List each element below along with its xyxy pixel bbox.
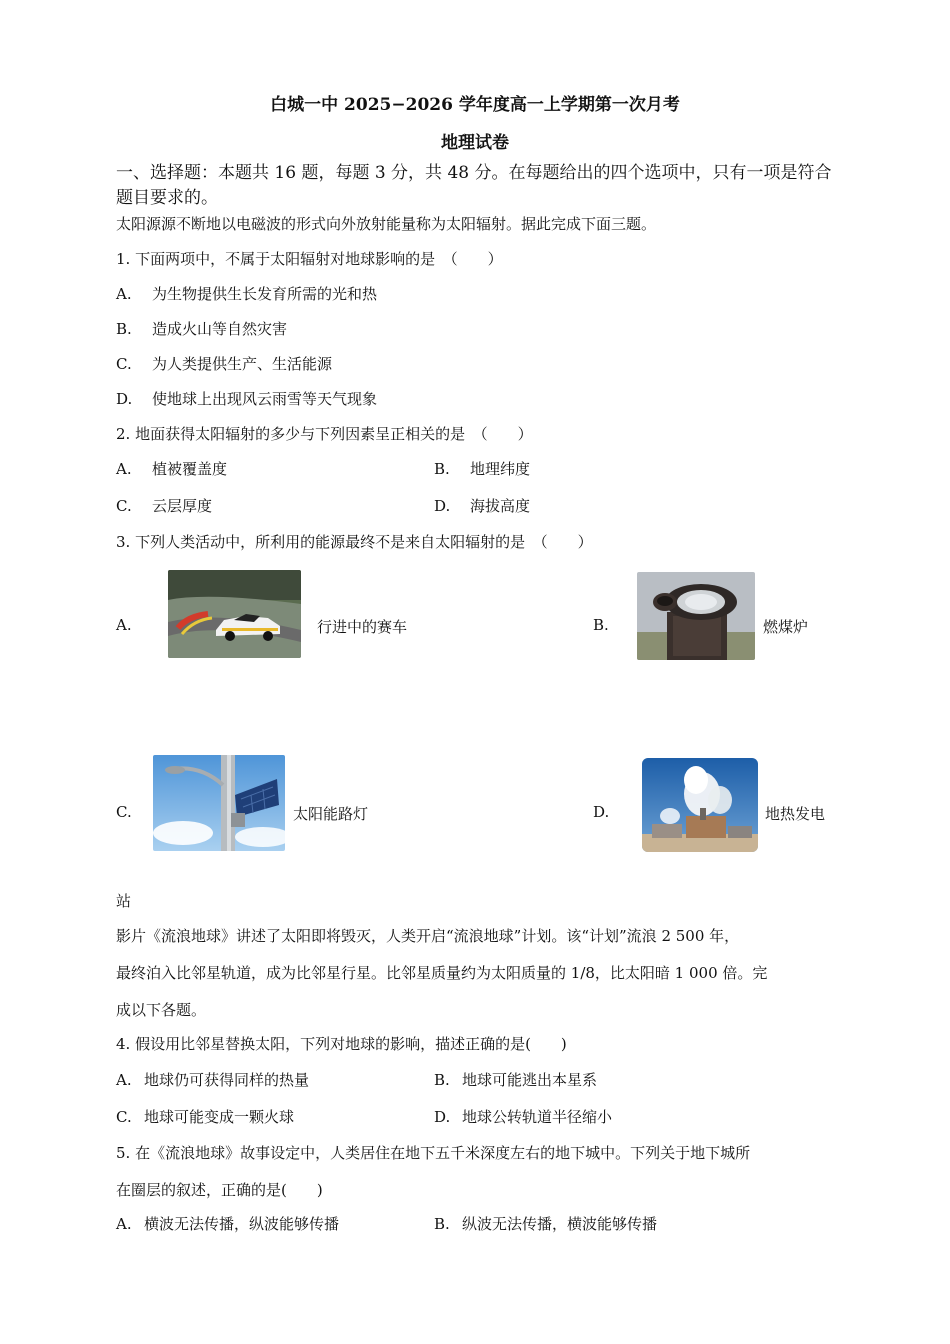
question-5-stem-line-1: 5. 在《流浪地球》故事设定中，人类居住在地下五千米深度左右的地下城中。下列关于地下城所: [116, 1144, 751, 1162]
option-text: 海拔高度: [470, 497, 531, 515]
option-text: 地理纬度: [470, 460, 531, 478]
option-letter: C.: [116, 355, 132, 373]
option-text: 造成火山等自然灾害: [152, 320, 288, 338]
question-3-option-a-text: 行进中的赛车: [317, 618, 408, 636]
option-text: 使地球上出现风云雨雪等天气现象: [152, 390, 378, 408]
option-letter: D.: [116, 390, 133, 408]
option-text: 为人类提供生产、生活能源: [152, 355, 333, 373]
option-letter: B.: [434, 1215, 450, 1233]
question-1-option-b: [116, 318, 287, 339]
option-letter: C.: [116, 497, 132, 515]
option-text: 地球仍可获得同样的热量: [144, 1071, 310, 1089]
question-2-option-d: [434, 495, 530, 516]
question-3-option-c-letter: C.: [116, 803, 132, 821]
option-letter: A.: [116, 1071, 132, 1089]
question-3-stem: 3. 下列人类活动中，所利用的能源最终不是来自太阳辐射的是 （ ）: [116, 533, 593, 551]
question-2-option-c: [116, 495, 212, 516]
option-letter: C.: [116, 1108, 132, 1126]
question-4-stem: 4. 假设用比邻星替换太阳，下列对地球的影响，描述正确的是( ): [116, 1035, 567, 1053]
question-4-option-c: [116, 1106, 294, 1127]
question-4-option-b: [434, 1069, 597, 1090]
option-text: 为生物提供生长发育所需的光和热: [152, 285, 378, 303]
option-letter: D.: [434, 497, 451, 515]
question-5-option-a: [116, 1213, 339, 1234]
option-text: 地球公转轨道半径缩小: [462, 1108, 613, 1126]
option-letter: B.: [434, 460, 450, 478]
option-text: 云层厚度: [152, 497, 213, 515]
option-text: 地球可能变成一颗火球: [144, 1108, 295, 1126]
intro-solar-radiation: 太阳源源不断地以电磁波的形式向外放射能量称为太阳辐射。据此完成下面三题。: [116, 215, 657, 233]
question-4-option-d: [434, 1106, 612, 1127]
question-3-option-d-text: 地热发电: [765, 805, 826, 823]
solar-street-light-photo: [153, 755, 285, 851]
question-2-stem: 2. 地面获得太阳辐射的多少与下列因素呈正相关的是 （ ）: [116, 425, 533, 443]
option-letter: A.: [116, 285, 132, 303]
question-3-option-d-wrap: 站: [116, 892, 132, 910]
intro-wandering-earth-line-2: 最终泊入比邻星轨道，成为比邻星行星。比邻星质量约为太阳质量的 1/8，比太阳暗 1 000 倍。完: [116, 964, 768, 982]
question-1-stem: 1. 下面两项中，不属于太阳辐射对地球影响的是 （ ）: [116, 250, 503, 268]
question-4-option-a: [116, 1069, 309, 1090]
option-text: 地球可能逃出本星系: [462, 1071, 598, 1089]
question-5-stem-line-2: 在圈层的叙述，正确的是( ): [116, 1181, 323, 1199]
question-1-option-c: [116, 353, 332, 374]
option-text: 横波无法传播，纵波能够传播: [144, 1215, 340, 1233]
option-text: 纵波无法传播，横波能够传播: [462, 1215, 658, 1233]
exam-title: 白城一中 2025−2026 学年度高一上学期第一次月考: [270, 95, 680, 115]
geothermal-plant-photo: [642, 758, 758, 852]
option-text: 植被覆盖度: [152, 460, 228, 478]
question-3-option-c-text: 太阳能路灯: [293, 805, 369, 823]
option-letter: B.: [116, 320, 132, 338]
option-letter: A.: [116, 1215, 132, 1233]
question-1-option-d: [116, 388, 377, 409]
race-car-photo: [168, 570, 301, 658]
question-5-option-b: [434, 1213, 657, 1234]
exam-subtitle: 地理试卷: [441, 133, 509, 153]
option-letter: B.: [434, 1071, 450, 1089]
intro-wandering-earth-line-1: 影片《流浪地球》讲述了太阳即将毁灭，人类开启“流浪地球”计划。该“计划”流浪 2 500 年，: [116, 927, 740, 945]
question-1-option-a: [116, 283, 377, 304]
question-2-option-b: [434, 458, 530, 479]
question-3-option-b-text: 燃煤炉: [763, 618, 809, 636]
option-letter: D.: [434, 1108, 451, 1126]
intro-wandering-earth-line-3: 成以下各题。: [116, 1001, 207, 1019]
question-3-option-a-letter: A.: [116, 616, 132, 634]
question-2-option-a: [116, 458, 227, 479]
question-3-option-d-letter: D.: [593, 803, 610, 821]
section-heading: 一、选择题：本题共 16 题，每题 3 分，共 48 分。在每题给出的四个选项中，只有一项是符合题目要求的。: [116, 163, 832, 208]
option-letter: A.: [116, 460, 132, 478]
coal-stove-photo: [637, 572, 755, 660]
question-3-option-b-letter: B.: [593, 616, 609, 634]
